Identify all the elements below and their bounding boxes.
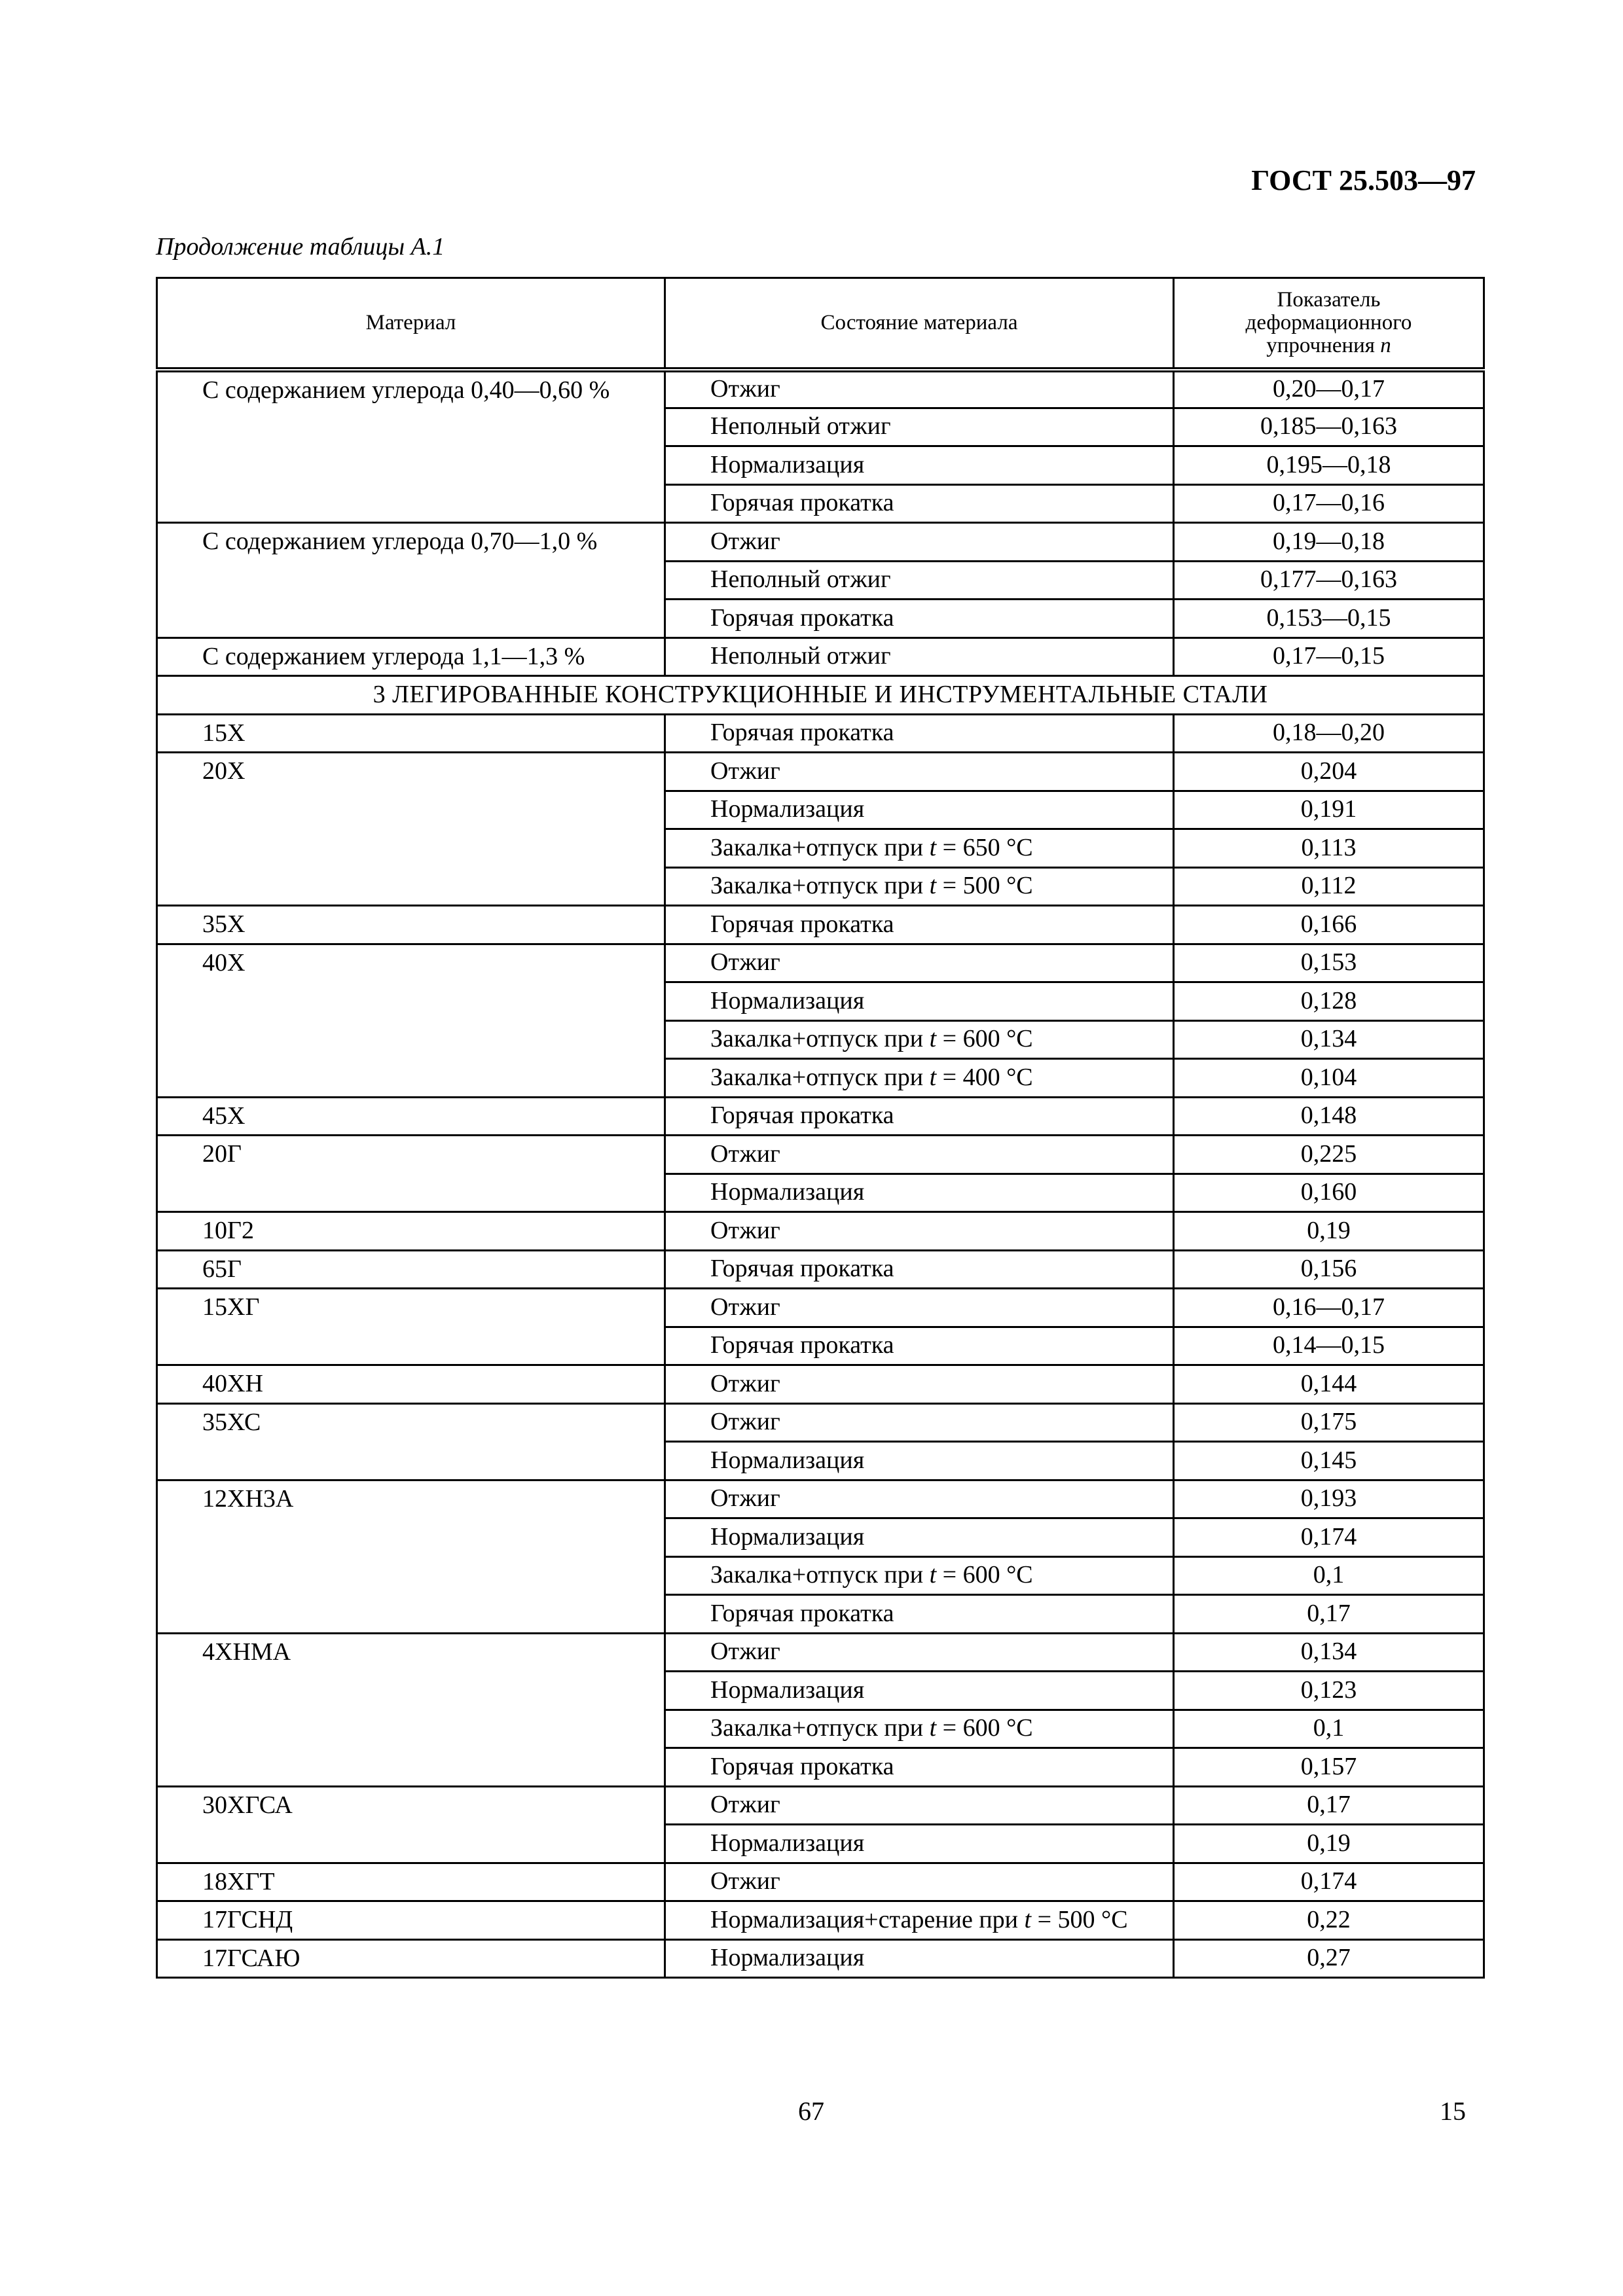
table-row: [157, 1289, 1484, 1327]
state-cell: [665, 1289, 1174, 1327]
material-cell: 40ХН: [157, 1365, 665, 1404]
page-number-right: 15: [1440, 2096, 1466, 2126]
table-row: [157, 906, 1484, 944]
state-cell: [665, 1786, 1174, 1825]
state-text: Нормализация: [710, 986, 865, 1014]
hardening-value-cell: 0,204: [1174, 753, 1484, 791]
state-text: Нормализация: [710, 795, 865, 823]
state-text: Отжиг: [710, 1139, 780, 1168]
state-text: Отжиг: [710, 1484, 780, 1513]
table-row: [157, 714, 1484, 753]
material-cell: 15ХГ: [157, 1289, 665, 1365]
hardening-value-cell: 0,145: [1174, 1442, 1484, 1480]
table-row: [157, 1403, 1484, 1442]
state-text: Отжиг: [710, 375, 780, 403]
hardening-value-cell: 0,123: [1174, 1672, 1484, 1710]
table-row: [157, 1136, 1484, 1174]
hardening-value-cell: 0,19: [1174, 1825, 1484, 1863]
hardening-value-cell: 0,17—0,16: [1174, 484, 1484, 523]
state-cell: [665, 1939, 1174, 1978]
state-text: Отжиг: [710, 1216, 780, 1244]
state-text: Закалка+отпуск при: [710, 1063, 930, 1091]
material-cell: 20Х: [157, 753, 665, 906]
state-cell: [665, 1556, 1174, 1595]
material-cell: 35Х: [157, 906, 665, 944]
temperature-value: = 650 °C: [936, 833, 1033, 861]
state-cell: [665, 1748, 1174, 1787]
material-cell: 40Х: [157, 944, 665, 1097]
table-body-carbon: [157, 370, 1484, 676]
table-row: [157, 370, 1484, 408]
hardening-value-cell: 0,134: [1174, 1020, 1484, 1059]
material-cell: С содержанием углерода 0,40—0,60 %: [157, 370, 665, 523]
table-row: [157, 637, 1484, 676]
table-row: [157, 1480, 1484, 1518]
state-text: Нормализация: [710, 1944, 865, 1972]
temperature-value: = 400 °C: [936, 1063, 1033, 1091]
temperature-symbol: t: [929, 1561, 937, 1589]
section-row: [157, 676, 1484, 715]
hardening-value-cell: 0,113: [1174, 829, 1484, 868]
table-header-row: [157, 278, 1484, 370]
temperature-symbol: t: [929, 1063, 937, 1091]
document-header: ГОСТ 25.503—97: [1251, 164, 1476, 196]
state-text: Отжиг: [710, 527, 780, 555]
state-text: Нормализация: [710, 450, 865, 478]
material-cell: С содержанием углерода 1,1—1,3 %: [157, 637, 665, 676]
material-cell: С содержанием углерода 0,70—1,0 %: [157, 523, 665, 638]
temperature-symbol: t: [929, 1025, 937, 1053]
temperature-value: = 500 °C: [1031, 1905, 1128, 1933]
state-cell: [665, 1825, 1174, 1863]
hardening-value-cell: 0,156: [1174, 1250, 1484, 1289]
state-text: Закалка+отпуск при: [710, 1561, 930, 1589]
column-header-hardening-index: [1174, 278, 1484, 370]
temperature-symbol: t: [1024, 1905, 1032, 1933]
state-text: Горячая прокатка: [710, 1255, 894, 1283]
state-text: Горячая прокатка: [710, 1331, 894, 1359]
state-cell: [665, 1327, 1174, 1365]
hardening-value-cell: 0,195—0,18: [1174, 446, 1484, 485]
state-cell: [665, 829, 1174, 868]
state-cell: [665, 944, 1174, 982]
table-row: [157, 1633, 1484, 1672]
table-row: [157, 1939, 1484, 1978]
state-cell: [665, 1710, 1174, 1748]
col3-line3: упрочнения: [1266, 333, 1375, 357]
section-title: 3 ЛЕГИРОВАННЫЕ КОНСТРУКЦИОННЫЕ И ИНСТРУМЕНТАЛЬНЫЕ СТАЛИ: [157, 676, 1484, 715]
table-body-alloy: [157, 714, 1484, 1978]
hardening-value-cell: 0,17: [1174, 1595, 1484, 1634]
temperature-value: = 600 °C: [936, 1561, 1033, 1589]
state-text: Неполный отжиг: [710, 642, 891, 670]
col3-line2: деформационного: [1245, 310, 1412, 334]
state-cell: [665, 637, 1174, 676]
hardening-value-cell: 0,1: [1174, 1710, 1484, 1748]
material-cell: 12ХН3А: [157, 1480, 665, 1633]
state-text: Закалка+отпуск при: [710, 833, 930, 861]
state-cell: [665, 1595, 1174, 1634]
state-text: Нормализация: [710, 1829, 865, 1857]
state-cell: [665, 1403, 1174, 1442]
state-cell: [665, 523, 1174, 562]
hardening-value-cell: 0,160: [1174, 1174, 1484, 1212]
table-row: [157, 1250, 1484, 1289]
state-cell: [665, 791, 1174, 829]
hardening-value-cell: 0,148: [1174, 1097, 1484, 1136]
hardening-value-cell: 0,193: [1174, 1480, 1484, 1518]
table-row: [157, 1097, 1484, 1136]
table-section: [157, 676, 1484, 715]
state-text: Закалка+отпуск при: [710, 1714, 930, 1742]
material-cell: 65Г: [157, 1250, 665, 1289]
state-text: Отжиг: [710, 948, 780, 977]
col3-var: n: [1380, 333, 1391, 357]
state-text: Нормализация: [710, 1522, 865, 1551]
hardening-value-cell: 0,157: [1174, 1748, 1484, 1787]
state-text: Закалка+отпуск при: [710, 872, 930, 900]
hardening-value-cell: 0,225: [1174, 1136, 1484, 1174]
state-cell: [665, 1365, 1174, 1404]
state-text: Горячая прокатка: [710, 719, 894, 747]
state-cell: [665, 1212, 1174, 1251]
properties-table: [156, 277, 1485, 1979]
state-text: Отжиг: [710, 1293, 780, 1321]
hardening-value-cell: 0,112: [1174, 867, 1484, 906]
hardening-value-cell: 0,128: [1174, 982, 1484, 1021]
state-cell: [665, 600, 1174, 638]
material-cell: 10Г2: [157, 1212, 665, 1251]
table-row: [157, 1212, 1484, 1251]
hardening-value-cell: 0,134: [1174, 1633, 1484, 1672]
state-text: Неполный отжиг: [710, 412, 891, 440]
state-text: Закалка+отпуск при: [710, 1025, 930, 1053]
hardening-value-cell: 0,17: [1174, 1786, 1484, 1825]
state-text: Горячая прокатка: [710, 1599, 894, 1627]
state-cell: [665, 1672, 1174, 1710]
state-text: Горячая прокатка: [710, 1102, 894, 1130]
table-row: [157, 1901, 1484, 1940]
state-cell: [665, 1059, 1174, 1098]
state-cell: [665, 370, 1174, 408]
material-cell: 30ХГСА: [157, 1786, 665, 1863]
state-text: Отжиг: [710, 1638, 780, 1666]
temperature-value: = 600 °C: [936, 1025, 1033, 1053]
material-cell: 45Х: [157, 1097, 665, 1136]
state-cell: [665, 1174, 1174, 1212]
hardening-value-cell: 0,19: [1174, 1212, 1484, 1251]
hardening-value-cell: 0,177—0,163: [1174, 561, 1484, 600]
state-cell: [665, 867, 1174, 906]
table-row: [157, 1863, 1484, 1901]
column-header-state: Состояние материала: [665, 278, 1174, 370]
material-cell: 17ГСНД: [157, 1901, 665, 1940]
state-cell: [665, 1250, 1174, 1289]
temperature-value: = 500 °C: [936, 872, 1033, 900]
hardening-value-cell: 0,174: [1174, 1863, 1484, 1901]
table-row: [157, 944, 1484, 982]
state-cell: [665, 906, 1174, 944]
state-cell: [665, 1097, 1174, 1136]
state-cell: [665, 561, 1174, 600]
hardening-value-cell: 0,174: [1174, 1518, 1484, 1557]
state-text: Нормализация: [710, 1676, 865, 1704]
state-text: Горячая прокатка: [710, 489, 894, 517]
table-row: [157, 523, 1484, 562]
table-caption: Продолжение таблицы А.1: [156, 233, 445, 260]
hardening-value-cell: 0,27: [1174, 1939, 1484, 1978]
state-cell: [665, 982, 1174, 1021]
hardening-value-cell: 0,16—0,17: [1174, 1289, 1484, 1327]
state-cell: [665, 1442, 1174, 1480]
state-cell: [665, 408, 1174, 446]
state-cell: [665, 1480, 1174, 1518]
state-cell: [665, 1518, 1174, 1557]
hardening-value-cell: 0,104: [1174, 1059, 1484, 1098]
hardening-value-cell: 0,19—0,18: [1174, 523, 1484, 562]
state-cell: [665, 484, 1174, 523]
temperature-symbol: t: [929, 833, 937, 861]
hardening-value-cell: 0,191: [1174, 791, 1484, 829]
state-cell: [665, 1136, 1174, 1174]
state-text: Отжиг: [710, 757, 780, 785]
material-cell: 17ГСАЮ: [157, 1939, 665, 1978]
col3-line1: Показатель: [1277, 288, 1381, 312]
table-row: [157, 1786, 1484, 1825]
material-cell: 35ХС: [157, 1403, 665, 1480]
hardening-value-cell: 0,185—0,163: [1174, 408, 1484, 446]
hardening-value-cell: 0,175: [1174, 1403, 1484, 1442]
hardening-value-cell: 0,153—0,15: [1174, 600, 1484, 638]
state-text: Отжиг: [710, 1867, 780, 1895]
hardening-value-cell: 0,22: [1174, 1901, 1484, 1940]
state-cell: [665, 1633, 1174, 1672]
temperature-symbol: t: [929, 1714, 937, 1742]
state-text: Горячая прокатка: [710, 603, 894, 632]
state-cell: [665, 1020, 1174, 1059]
material-cell: 15Х: [157, 714, 665, 753]
material-cell: 18ХГТ: [157, 1863, 665, 1901]
hardening-value-cell: 0,1: [1174, 1556, 1484, 1595]
table-row: [157, 753, 1484, 791]
hardening-value-cell: 0,17—0,15: [1174, 637, 1484, 676]
hardening-value-cell: 0,144: [1174, 1365, 1484, 1404]
hardening-value-cell: 0,166: [1174, 906, 1484, 944]
hardening-value-cell: 0,18—0,20: [1174, 714, 1484, 753]
state-text: Горячая прокатка: [710, 910, 894, 938]
state-cell: [665, 1901, 1174, 1940]
state-cell: [665, 1863, 1174, 1901]
hardening-value-cell: 0,153: [1174, 944, 1484, 982]
state-text: Нормализация: [710, 1178, 865, 1206]
state-text: Отжиг: [710, 1369, 780, 1397]
state-text: Неполный отжиг: [710, 565, 891, 594]
hardening-value-cell: 0,20—0,17: [1174, 370, 1484, 408]
state-cell: [665, 714, 1174, 753]
temperature-value: = 600 °C: [936, 1714, 1033, 1742]
hardening-value-cell: 0,14—0,15: [1174, 1327, 1484, 1365]
state-text: Отжиг: [710, 1408, 780, 1436]
state-text: Отжиг: [710, 1791, 780, 1819]
table-row: [157, 1365, 1484, 1404]
state-cell: [665, 446, 1174, 485]
state-text: Нормализация+старение при: [710, 1905, 1025, 1933]
state-cell: [665, 753, 1174, 791]
page-number-center: 67: [798, 2096, 824, 2126]
material-cell: 20Г: [157, 1136, 665, 1212]
state-text: Нормализация: [710, 1446, 865, 1474]
column-header-material: Материал: [157, 278, 665, 370]
material-cell: 4ХНМА: [157, 1633, 665, 1786]
temperature-symbol: t: [929, 872, 937, 900]
state-text: Горячая прокатка: [710, 1752, 894, 1780]
